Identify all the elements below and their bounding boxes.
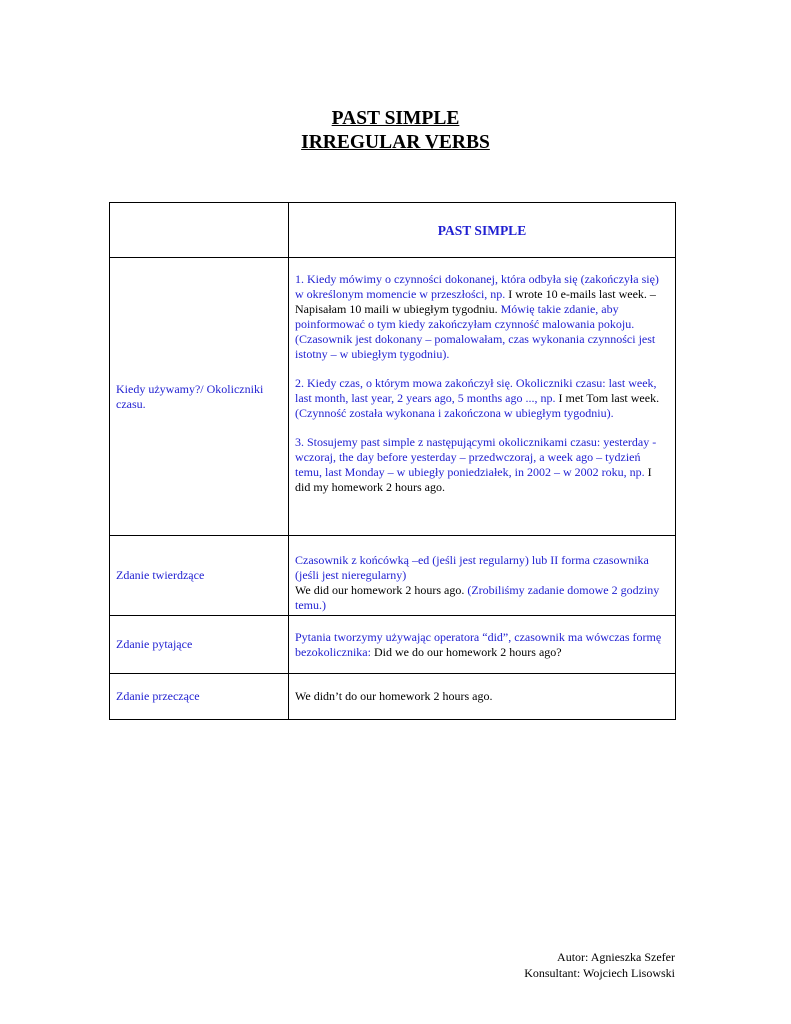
- text-run: Pytania tworzymy używając operatora “did”, czasownik ma wówczas formę bezokolicznika:: [295, 629, 662, 659]
- row-content-affirmative: [289, 536, 676, 616]
- document-title-line-1: PAST SIMPLE: [331, 108, 460, 129]
- table-row-affirmative: [110, 536, 676, 616]
- usage-paragraph-1: [295, 272, 669, 362]
- row-label-usage: Kiedy używamy?/ Okoliczniki czasu.: [110, 258, 289, 536]
- text-run: (Zrobiliśmy zadanie domowe 2 godziny temu.): [295, 583, 660, 612]
- row-content-question: [289, 616, 676, 674]
- text-run: (Czynność została wykonana i zakończona w ubiegłym tygodniu).: [295, 406, 614, 420]
- text-run: Did we do our homework 2 hours ago?: [373, 644, 562, 659]
- row-label-negative: Zdanie przeczące: [110, 674, 289, 720]
- grammar-table: [109, 202, 676, 720]
- footer-consultant: Konsultant: Wojciech Lisowski: [524, 966, 675, 980]
- header-empty-cell: [110, 203, 289, 258]
- row-content-usage: [289, 258, 676, 536]
- row-label-affirmative: Zdanie twierdzące: [110, 536, 289, 616]
- usage-paragraph-3: [295, 435, 669, 495]
- text-run: 3. Stosujemy past simple z następującymi okolicznikami czasu: yesterday - wczoraj, the day before yesterday – przedwczoraj, a week ago – tydzień temu, last Monday – w ubiegły poniedziałek, in 2002 – w 2002 roku, np.: [295, 435, 657, 479]
- row-content-negative: [289, 674, 676, 720]
- text-run: I did my homework 2 hours ago.: [295, 465, 652, 494]
- footer-credits: [524, 949, 675, 981]
- text-run: Mówię takie zdanie, aby poinformować o tym kiedy zakończyłam czynność malowania pokoju. (Czasownik jest dokonany – pomalowałam, czas wykonania czynności jest istotny – w ubiegłym tygodniu).: [295, 302, 656, 361]
- table-header-past-simple: PAST SIMPLE: [289, 203, 676, 258]
- table-row-usage: [110, 258, 676, 536]
- text-run: We did our homework 2 hours ago.: [295, 583, 465, 597]
- document-title-line-2: IRREGULAR VERBS: [301, 132, 490, 153]
- text-run: We didn’t do our homework 2 hours ago.: [295, 689, 493, 703]
- usage-paragraph-2: [295, 376, 669, 421]
- text-run: I met Tom last week.: [558, 391, 660, 405]
- text-run: Czasownik z końcówką –ed (jeśli jest regularny) lub II forma czasownika (jeśli jest nieregularny): [295, 553, 649, 582]
- table-header-row: [110, 203, 676, 258]
- text-run: 2. Kiedy czas, o którym mowa zakończył się. Okoliczniki czasu: last week, last month, last year, 2 years ago, 5 months ago ..., np.: [295, 376, 657, 405]
- text-run: 1. Kiedy mówimy o czynności dokonanej, która odbyła się (zakończyła się) w określonym momencie w przeszłości, np.: [295, 272, 659, 301]
- table-row-negative: [110, 674, 676, 720]
- table-row-question: [110, 616, 676, 674]
- footer-author: Autor: Agnieszka Szefer: [557, 950, 675, 964]
- row-label-question: Zdanie pytające: [110, 616, 289, 674]
- text-run: I wrote 10 e-mails last week. – Napisałam 10 maili w ubiegłym tygodniu.: [295, 287, 656, 316]
